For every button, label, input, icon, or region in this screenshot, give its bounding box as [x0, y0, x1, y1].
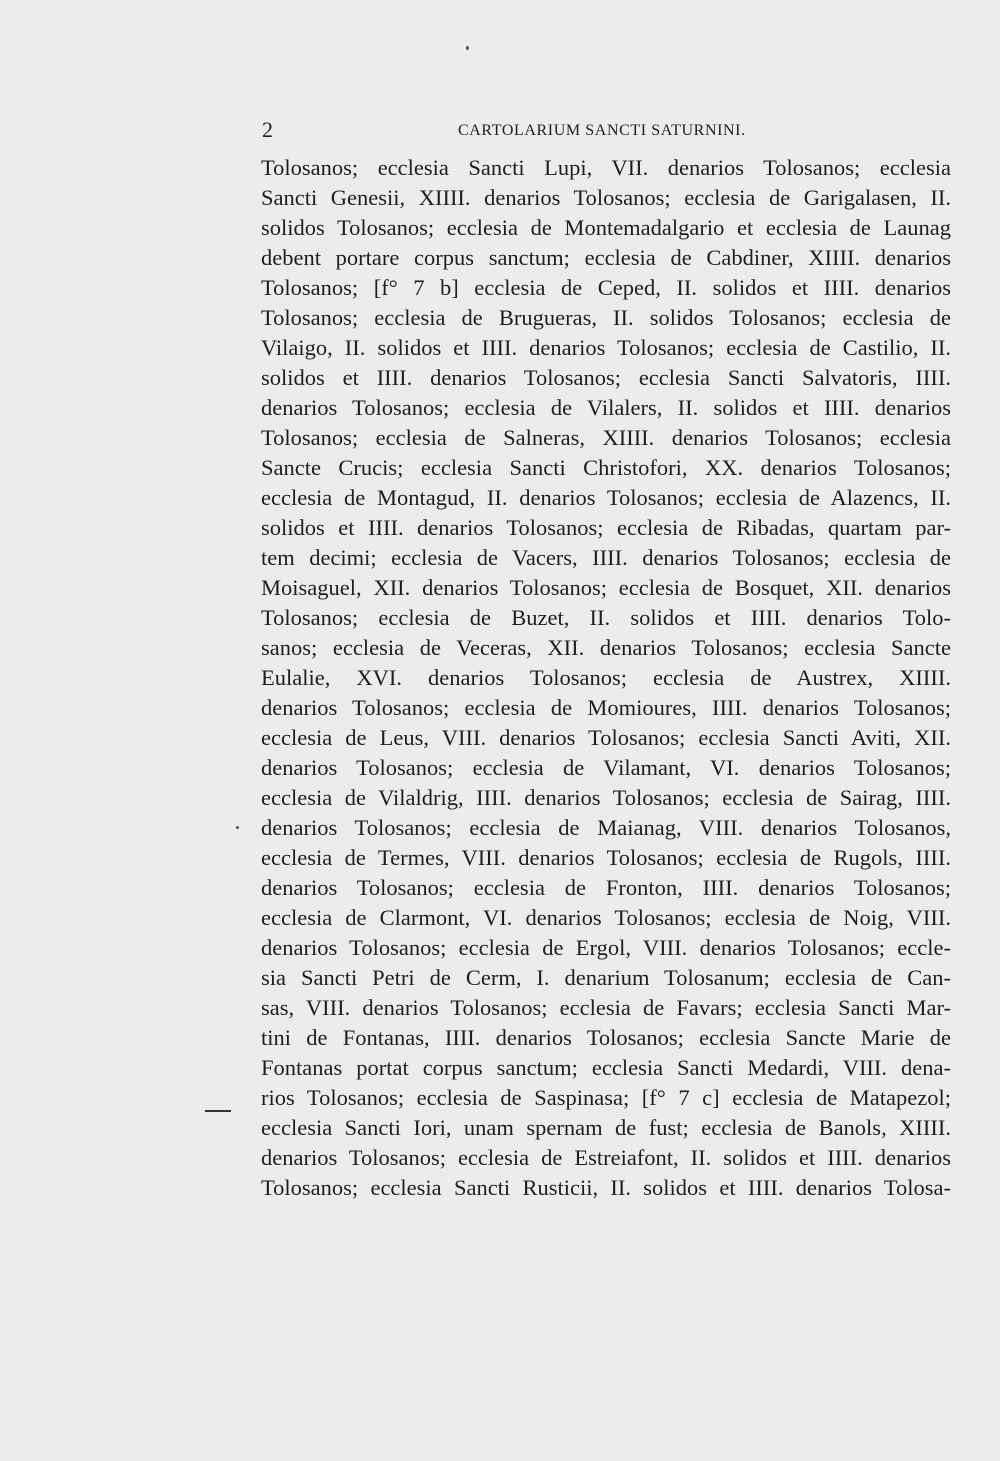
text-line: denarios Tolosanos; ecclesia de Ergol, VIII. denarios Tolosanos; eccle-	[261, 935, 951, 960]
text-line: solidos et IIII. denarios Tolosanos; ecclesia Sancti Salvatoris, IIII.	[261, 365, 951, 390]
text-line: denarios Tolosanos; ecclesia de Vilamant, VI. denarios Tolosanos;	[261, 755, 951, 780]
text-line: Tolosanos; ecclesia Sancti Rusticii, II. solidos et IIII. denarios Tolosa-	[261, 1175, 951, 1200]
text-line: Sancti Genesii, XIIII. denarios Tolosanos; ecclesia de Garigalasen, II.	[261, 185, 951, 210]
text-line: ecclesia de Leus, VIII. denarios Tolosanos; ecclesia Sancti Aviti, XII.	[261, 725, 951, 750]
body-text	[261, 153, 951, 1203]
text-line: tem decimi; ecclesia de Vacers, IIII. denarios Tolosanos; ecclesia de	[261, 545, 951, 570]
ink-speck	[466, 46, 469, 50]
text-line: denarios Tolosanos; ecclesia de Momioures, IIII. denarios Tolosanos;	[261, 695, 951, 720]
text-line: Fontanas portat corpus sanctum; ecclesia Sancti Medardi, VIII. dena-	[261, 1055, 951, 1080]
text-line: Eulalie, XVI. denarios Tolosanos; ecclesia de Austrex, XIIII.	[261, 665, 951, 690]
text-line: solidos et IIII. denarios Tolosanos; ecclesia de Ribadas, quartam par-	[261, 515, 951, 540]
text-line: denarios Tolosanos; ecclesia de Vilalers, II. solidos et IIII. denarios	[261, 395, 951, 420]
text-line: tini de Fontanas, IIII. denarios Tolosanos; ecclesia Sancte Marie de	[261, 1025, 951, 1050]
text-line: Tolosanos; ecclesia Sancti Lupi, VII. denarios Tolosanos; ecclesia	[261, 155, 951, 180]
text-line: Tolosanos; [f° 7 b] ecclesia de Ceped, II. solidos et IIII. denarios	[261, 275, 951, 300]
margin-mark	[205, 1110, 231, 1112]
text-line: ecclesia de Termes, VIII. denarios Tolosanos; ecclesia de Rugols, IIII.	[261, 845, 951, 870]
text-line: Moisaguel, XII. denarios Tolosanos; ecclesia de Bosquet, XII. denarios	[261, 575, 951, 600]
text-line: Tolosanos; ecclesia de Brugueras, II. solidos Tolosanos; ecclesia de	[261, 305, 951, 330]
text-line: ecclesia Sancti Iori, unam spernam de fust; ecclesia de Banols, XIIII.	[261, 1115, 951, 1140]
text-line: ecclesia de Montagud, II. denarios Tolosanos; ecclesia de Alazencs, II.	[261, 485, 951, 510]
text-line: sas, VIII. denarios Tolosanos; ecclesia de Favars; ecclesia Sancti Mar-	[261, 995, 951, 1020]
text-line: Tolosanos; ecclesia de Salneras, XIIII. denarios Tolosanos; ecclesia	[261, 425, 951, 450]
text-line: solidos Tolosanos; ecclesia de Montemadalgario et ecclesia de Launag	[261, 215, 951, 240]
text-line: Sancte Crucis; ecclesia Sancti Christofori, XX. denarios Tolosanos;	[261, 455, 951, 480]
text-line: debent portare corpus sanctum; ecclesia de Cabdiner, XIIII. denarios	[261, 245, 951, 270]
text-line: Vilaigo, II. solidos et IIII. denarios Tolosanos; ecclesia de Castilio, II.	[261, 335, 951, 360]
text-line: rios Tolosanos; ecclesia de Saspinasa; [f° 7 c] ecclesia de Matapezol;	[261, 1085, 951, 1110]
page-number: 2	[262, 117, 273, 142]
text-line: ecclesia de Clarmont, VI. denarios Tolosanos; ecclesia de Noig, VIII.	[261, 905, 951, 930]
text-line: denarios Tolosanos; ecclesia de Estreiafont, II. solidos et IIII. denarios	[261, 1145, 951, 1170]
text-line: ecclesia de Vilaldrig, IIII. denarios Tolosanos; ecclesia de Sairag, IIII.	[261, 785, 951, 810]
text-line: denarios Tolosanos; ecclesia de Fronton, IIII. denarios Tolosanos;	[261, 875, 951, 900]
text-line: sanos; ecclesia de Veceras, XII. denarios Tolosanos; ecclesia Sancte	[261, 635, 951, 660]
ink-speck	[236, 826, 239, 829]
text-line: Tolosanos; ecclesia de Buzet, II. solidos et IIII. denarios Tolo-	[261, 605, 951, 630]
text-line: sia Sancti Petri de Cerm, I. denarium Tolosanum; ecclesia de Can-	[261, 965, 951, 990]
text-line: denarios Tolosanos; ecclesia de Maianag, VIII. denarios Tolosanos,	[261, 815, 951, 840]
running-header: CARTOLARIUM SANCTI SATURNINI.	[458, 122, 746, 139]
